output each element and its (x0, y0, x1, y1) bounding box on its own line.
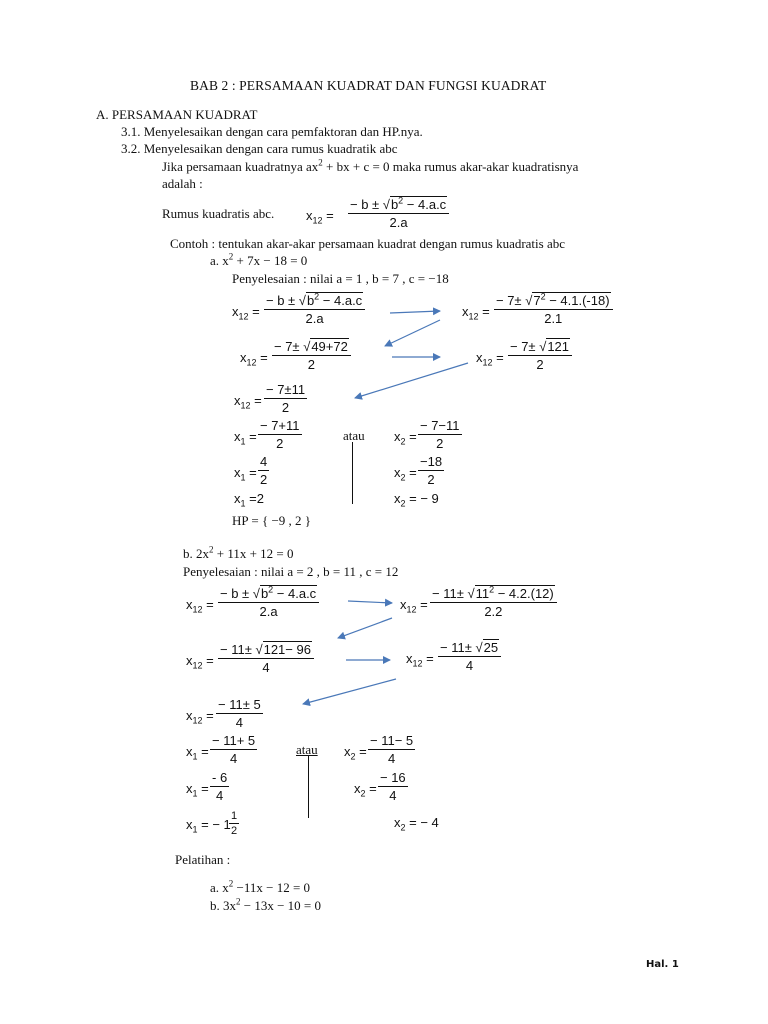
arrow-connector (303, 679, 396, 704)
fraction-denominator: 4 (215, 788, 224, 803)
eq-text: a. x (210, 253, 229, 268)
num-text: − 11± (220, 642, 256, 657)
equals-sign: = (405, 465, 417, 480)
arrow-connector (348, 601, 392, 603)
equals-sign: = (245, 465, 257, 480)
subscript: 2 (360, 788, 366, 799)
subscript: 1 (192, 788, 198, 799)
page-number: Hal. 1 (646, 959, 679, 970)
fraction-numerator: - 6 (212, 770, 228, 785)
exponent: 2 (398, 195, 404, 206)
eq-text: + 7x − 18 = 0 (233, 253, 308, 268)
intro-text-post: + bx + c = 0 maka rumus akar-akar kuadratisnya (322, 159, 579, 174)
subscript: 12 (412, 658, 423, 669)
exponent: 2 (540, 291, 546, 302)
exponent: 2 (236, 896, 241, 907)
radicand: 121 (547, 339, 570, 354)
fraction-denominator: 2 (427, 472, 435, 487)
subscript: 2 (350, 751, 356, 762)
var-x: x (186, 744, 193, 759)
fraction-denominator: 4 (235, 715, 243, 730)
fraction-denominator: 4 (229, 751, 238, 766)
exponent: 2 (314, 291, 320, 302)
fraction-numerator: − $7\pm √7^2 - 4.1.(-18)$ (494, 293, 613, 310)
subscript: 1 (240, 498, 246, 509)
fraction-denominator: 4 (387, 751, 396, 766)
var-x: x (394, 491, 401, 506)
var-x: x (186, 597, 193, 612)
fraction-numerator: 1 (231, 810, 238, 822)
equals-sign: = (322, 208, 334, 223)
equals-sign: = (478, 304, 490, 319)
equals-sign: = (248, 304, 260, 319)
hp-set: HP = { −9 , 2 } (232, 513, 312, 528)
equals-sign: = (245, 429, 257, 444)
num-text: − b ± (220, 586, 253, 601)
equals-sign: = (202, 708, 214, 723)
rad-text: − 4.1.(-18) (545, 293, 610, 308)
eq-text: −11x − 12 = 0 (233, 880, 311, 895)
exponent: 2 (228, 878, 234, 889)
var-x: x (394, 429, 401, 444)
var-x: x (406, 651, 413, 666)
fraction-numerator: − $b \pm √b^2 - 4.a.c$ (348, 197, 449, 214)
rad-text: b (260, 586, 269, 601)
fraction-denominator: 2 (307, 357, 316, 372)
exponent: 2 (268, 584, 274, 595)
num-text: − 7± (274, 339, 304, 354)
fraction-numerator: − 11± 5 (218, 697, 261, 712)
fraction-denominator: 2.2 (484, 604, 503, 619)
equals-sign: = (416, 597, 428, 612)
subscript: 12 (238, 311, 249, 322)
list-item-3-1: 3.1. Menyelesaikan dengan cara pemfaktoran dan HP.nya. (121, 124, 423, 139)
fraction-denominator: 2 (281, 400, 290, 415)
rad-text: − 4.2.(12) (494, 586, 554, 601)
result-value: = − 4 (405, 815, 439, 830)
subscript: 12 (240, 400, 251, 411)
fraction-numerator: − 7± √49+72 (272, 339, 351, 356)
var-x: x (232, 304, 239, 319)
var-x: x (186, 781, 193, 796)
example-heading: Contoh : tentukan akar-akar persamaan kuadrat dengan rumus kuadratis abc (170, 236, 566, 251)
var-x: x (476, 350, 483, 365)
equals-sign: = (197, 744, 209, 759)
equals-sign: = (202, 653, 214, 668)
fraction-numerator: − 11± √25 (438, 640, 501, 657)
equals-sign: = (250, 393, 262, 408)
subscript: 12 (192, 604, 203, 615)
equals-sign: = (355, 744, 367, 759)
var-x: x (186, 708, 193, 723)
fraction-numerator: − $b \pm √b^2 - 4.a.c$ (264, 293, 365, 310)
subscript: 2 (400, 472, 406, 483)
fraction-numerator: − 7± √121 (508, 339, 572, 356)
exponent: 2 (489, 584, 495, 595)
intro-text-pre: Jika persamaan kuadratnya ax (162, 159, 319, 174)
fraction-denominator: 2 (436, 436, 444, 451)
rad-text: 7 (533, 293, 541, 308)
eq-text: a. x (210, 880, 229, 895)
fraction-numerator: −18 (420, 454, 443, 469)
rad-text: 11 (475, 586, 490, 601)
fraction-denominator: 2.1 (544, 311, 563, 326)
rumus-label: Rumus kuadratis abc. (162, 206, 275, 221)
equals-sign: = (256, 350, 268, 365)
fraction-denominator: 2.a (389, 215, 408, 230)
var-x: x (400, 597, 407, 612)
num-text: − 7± (510, 339, 540, 354)
example-b-penyelesaian: Penyelesaian : nilai a = 2 , b = 11 , c = 12 (183, 564, 399, 579)
eq-text: b. 2x (183, 546, 209, 561)
list-item-3-2: 3.2. Menyelesaikan dengan cara rumus kuadratik abc (121, 141, 398, 156)
fraction-numerator: − 7−11 (420, 418, 460, 433)
intro-line-2: adalah : (162, 176, 203, 191)
result-value: =2 (245, 491, 264, 506)
subscript: 12 (468, 311, 479, 322)
rad-text: − 4.a.c (319, 293, 363, 308)
rad-text: − 4.a.c (273, 586, 317, 601)
subscript: 12 (312, 215, 323, 226)
atau-label: atau (343, 428, 365, 443)
equals-sign: = (197, 781, 209, 796)
eq-text: − 13x − 10 = 0 (240, 898, 321, 913)
subscript: 1 (240, 472, 246, 483)
num-text: − 11± (432, 586, 468, 601)
subscript: 1 (192, 751, 198, 762)
equals-sign: = (365, 781, 377, 796)
section-heading: A. PERSAMAAN KUADRAT (96, 107, 258, 122)
fraction-numerator: − 7±11 (266, 382, 306, 397)
equals-sign: = (202, 597, 214, 612)
subscript: 12 (482, 357, 493, 368)
subscript: 12 (192, 660, 203, 671)
num-text: − b ± (350, 197, 383, 212)
fraction-numerator: − 11− 5 (370, 733, 414, 748)
rad-text: − 4.a.c (403, 197, 447, 212)
var-x: x (394, 465, 401, 480)
var-x: x (354, 781, 361, 796)
fraction-denominator: 2 (260, 472, 268, 487)
atau-label: atau (296, 742, 318, 757)
subscript: 2 (400, 498, 406, 509)
var-x: x (186, 817, 193, 832)
var-x: x (234, 393, 241, 408)
subscript: 1 (240, 436, 246, 447)
fraction-denominator: 2.a (305, 311, 324, 326)
rad-text: b (390, 197, 399, 212)
subscript: 1 (192, 824, 198, 835)
subscript: 2 (400, 822, 406, 833)
arrow-connector (385, 320, 440, 346)
var-x: x (234, 465, 241, 480)
equals-sign: = (405, 429, 417, 444)
fraction-numerator: 4 (260, 454, 268, 469)
fraction-numerator: − 11± √121− 96 (218, 642, 314, 659)
arrow-connector (355, 363, 468, 398)
radicand: 121− 96 (263, 642, 311, 657)
var-x: x (394, 815, 401, 830)
eq-text: + 11x + 12 = 0 (213, 546, 294, 561)
exponent: 2 (228, 251, 234, 262)
var-x: x (462, 304, 469, 319)
arrow-connector (338, 618, 392, 638)
var-x: x (240, 350, 247, 365)
fraction-denominator: 2 (231, 825, 238, 837)
fraction-denominator: 4 (465, 658, 474, 673)
radicand: 25 (483, 640, 499, 655)
fraction-numerator: − $b \pm √b^2 - 4.a.c$ (218, 586, 319, 603)
example-a-penyelesaian: Penyelesaian : nilai a = 1 , b = 7 , c = −18 (232, 271, 449, 286)
num-text: − 11± (440, 640, 476, 655)
result-value: = − 9 (405, 491, 439, 506)
fraction-numerator: − $11\pm √11^2 - 4.2.(12)$ (430, 586, 557, 603)
page-title: BAB 2 : PERSAMAAN KUADRAT DAN FUNGSI KUADRAT (190, 78, 547, 93)
radicand: 49+72 (311, 339, 348, 354)
result-value: = − 1 (197, 817, 231, 832)
subscript: 12 (406, 604, 417, 615)
num-text: − 7± (496, 293, 526, 308)
subscript: 12 (246, 357, 257, 368)
fraction-denominator: 2 (536, 357, 544, 372)
equals-sign: = (422, 651, 434, 666)
var-x: x (234, 491, 241, 506)
subscript: 12 (192, 715, 203, 726)
var-x: x (344, 744, 351, 759)
fraction-numerator: − 11+ 5 (212, 733, 256, 748)
num-text: − b ± (266, 293, 299, 308)
fraction-denominator: 2.a (259, 604, 278, 619)
arrow-connector (390, 311, 440, 313)
fraction-numerator: − 7+11 (260, 418, 300, 433)
exponent: 2 (318, 157, 323, 168)
var-x: x (306, 208, 313, 223)
fraction-denominator: 2 (276, 436, 284, 451)
rad-text: b (306, 293, 315, 308)
pelatihan-heading: Pelatihan : (175, 852, 231, 867)
fraction-denominator: 4 (389, 788, 397, 803)
subscript: 2 (400, 436, 406, 447)
exponent: 2 (209, 544, 214, 555)
fraction-denominator: 4 (262, 660, 270, 675)
eq-text: b. 3x (210, 898, 236, 913)
var-x: x (234, 429, 241, 444)
fraction-numerator: − 16 (380, 770, 406, 785)
equals-sign: = (492, 350, 504, 365)
var-x: x (186, 653, 193, 668)
